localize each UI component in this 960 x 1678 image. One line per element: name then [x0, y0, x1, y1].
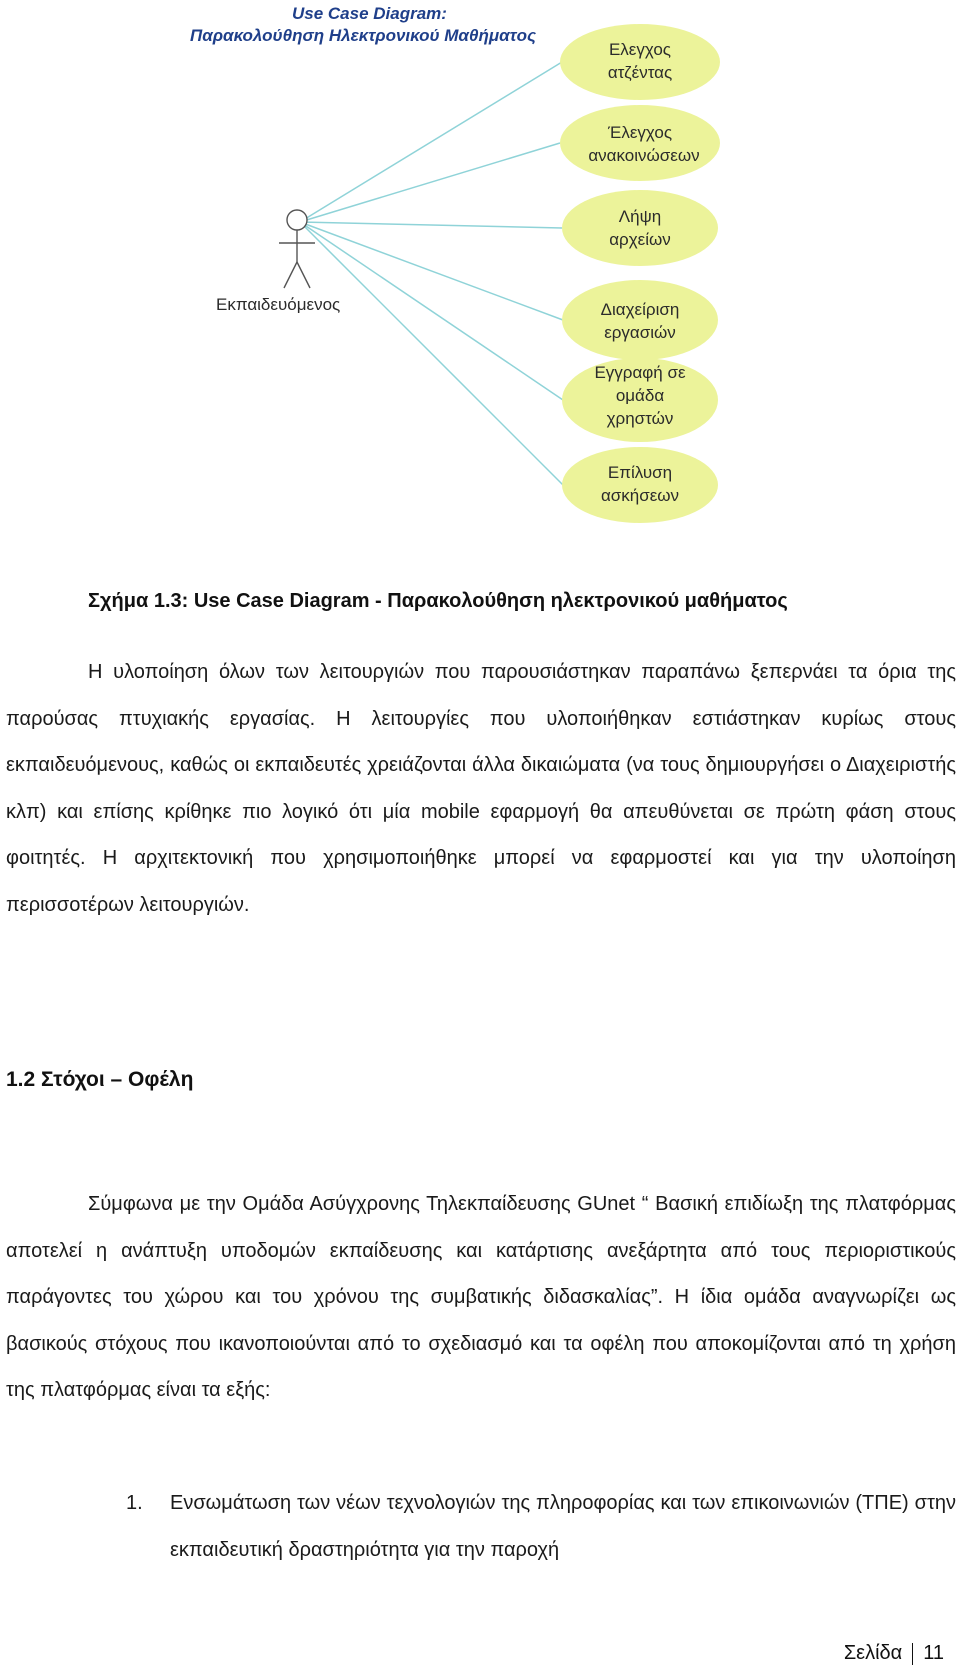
use-case-ellipse [562, 447, 718, 523]
use-case-text: Έλεγχος [607, 123, 673, 142]
use-case-text: Επίλυση [607, 463, 673, 482]
use-case-text: ομάδα [615, 386, 665, 405]
use-case-text: Ελεγχος [608, 40, 672, 59]
use-case-text: εργασιών [604, 323, 676, 342]
numbered-list [126, 1480, 956, 1573]
page-number: 11 [923, 1642, 944, 1664]
use-case-diagram [0, 0, 960, 540]
association-line [300, 222, 563, 485]
paragraph-1-text: Η υλοποίηση όλων των λειτουργιών που παρουσιάστηκαν παραπάνω ξεπερνάει τα όρια της παρούσας πτυχιακής εργασίας. Η λειτουργίες που υλοποιήθηκαν εστιάστηκαν κυρίως στους εκπαιδευόμενους, καθώς οι εκπαιδευτές χρειάζονται άλλα δικαιώματα (να τους δημιουργήσει ο Διαχειριστής κλπ) και επίσης κρίθηκε πιο λογικό ότι μία mobile εφαρμογή θα απευθύνεται σε πρώτη φάση στους φοιτητές. Η αρχιτεκτονική που χρησιμοποιήθηκε μπορεί να εφαρμοστεί και για την υλοποίηση περισσοτέρων λειτουργιών. [6, 661, 956, 916]
use-case-ellipse [560, 105, 720, 181]
list-item [126, 1480, 956, 1573]
use-case-1 [560, 24, 720, 100]
use-case-ellipse [562, 190, 718, 266]
use-case-text: ατζέντας [607, 63, 673, 82]
paragraph-2 [6, 1181, 956, 1414]
diagram-title-line1: Use Case Diagram: [292, 4, 447, 23]
use-case-2 [560, 105, 720, 181]
section-heading: 1.2 Στόχοι – Οφέλη [6, 1068, 194, 1091]
actor-leg-left [284, 262, 297, 288]
use-case-text: Διαχείριση [600, 300, 680, 319]
use-case-text: χρηστών [606, 409, 674, 428]
use-case-text: Εγγραφή σε [594, 363, 686, 382]
association-lines [300, 62, 563, 485]
use-case-text: ανακοινώσεων [588, 146, 700, 165]
association-line [300, 62, 562, 222]
figure-caption: Σχήμα 1.3: Use Case Diagram - Παρακολούθηση ηλεκτρονικού μαθήματος [88, 590, 788, 612]
paragraph-2-text: Σύμφωνα με την Ομάδα Ασύγχρονης Τηλεκπαίδευσης GUnet “ Βασική επιδίωξη της πλατφόρμας αποτελεί η ανάπτυξη υποδομών εκπαίδευσης και κατάρτισης ανεξάρτητα από τους περιοριστικούς παράγοντες του χώρου και του χρόνου της συμβατικής διδασκαλίας”. Η ίδια ομάδα αναγνωρίζει ως βασικούς στόχους που ικανοποιούνται από το σχεδιασμό και τα οφέλη που αποκομίζονται από τη χρήση της πλατφόρμας είναι τα εξής: [6, 1193, 956, 1401]
paragraph-1 [6, 649, 956, 928]
diagram-title-line2: Παρακολούθηση Ηλεκτρονικού Μαθήματος [190, 26, 537, 45]
association-line [300, 222, 562, 228]
page-label: Σελίδα [843, 1642, 903, 1664]
use-case-text: αρχείων [609, 230, 671, 249]
page-footer [844, 1642, 944, 1665]
association-line [300, 143, 560, 222]
use-case-text: Λήψη [618, 207, 662, 226]
use-case-5 [562, 358, 718, 442]
use-case-ellipse [562, 280, 718, 360]
footer-divider [912, 1643, 913, 1665]
actor-head [287, 210, 307, 230]
list-item-text: Ενσωμάτωση των νέων τεχνολογιών της πληροφορίας και των επικοινωνιών (ΤΠΕ) στην εκπαιδευτική δραστηριότητα για την παροχή [170, 1492, 956, 1561]
use-case-4 [562, 280, 718, 360]
actor-leg-right [297, 262, 310, 288]
use-case-text: ασκήσεων [600, 486, 680, 505]
use-case-ellipse [560, 24, 720, 100]
use-case-3 [562, 190, 718, 266]
use-case-6 [562, 447, 718, 523]
actor-label: Εκπαιδευόμενος [216, 295, 341, 314]
list-item-number: 1. [126, 1492, 143, 1514]
